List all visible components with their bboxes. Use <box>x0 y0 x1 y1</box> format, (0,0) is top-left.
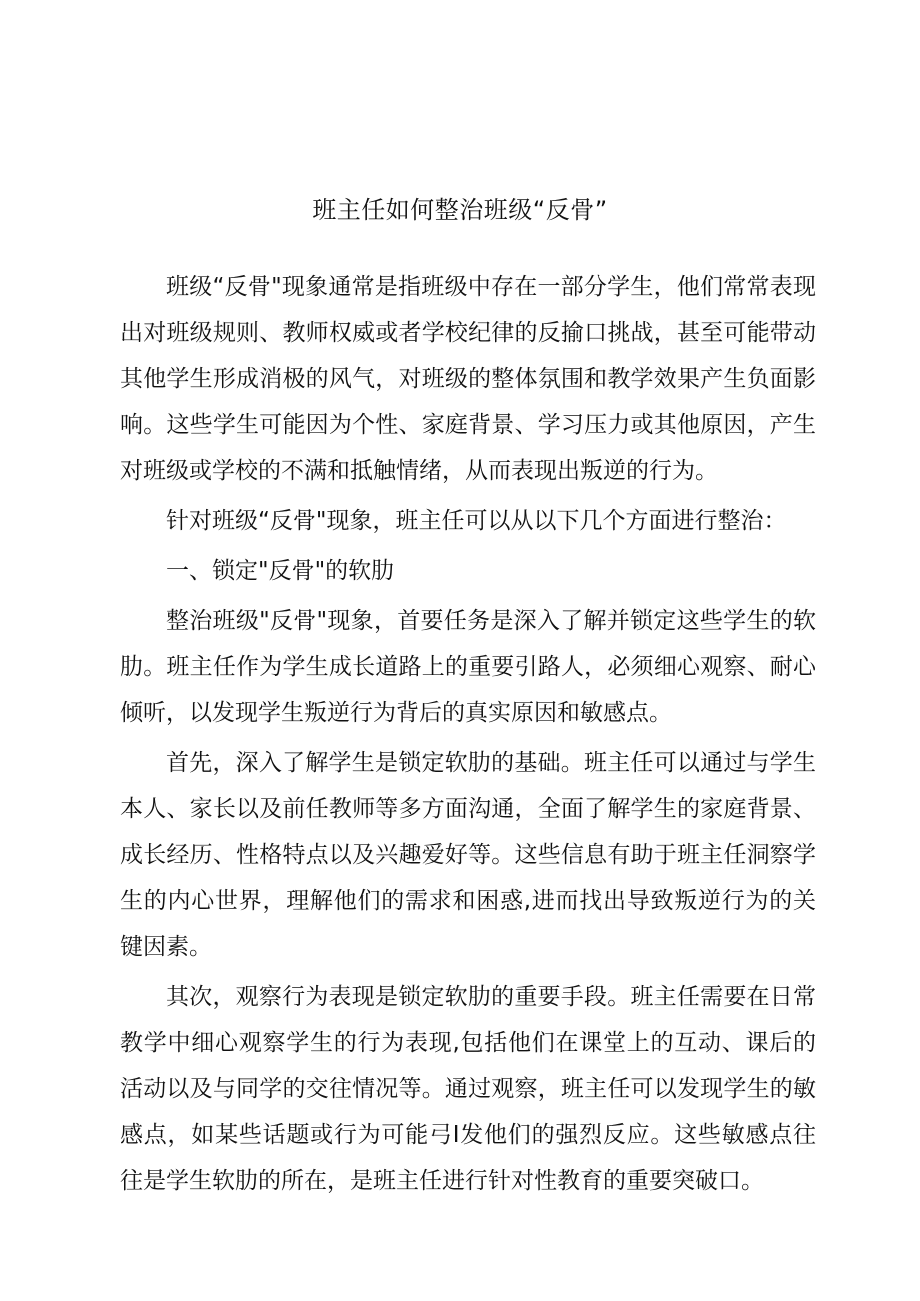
page-title: 班主任如何整治班级“反骨” <box>312 196 608 225</box>
paragraph-lead-in: 针对班级“反骨"现象，班主任可以从以下几个方面进行整治： <box>166 508 787 534</box>
paragraph-section-1-intro: 整治班级"反骨"现象，首要任务是深入了解并锁定这些学生的软肋。班主任作为学生成长道路上的重要引路人，必须细心观察、耐心倾听，以发现学生叛逆行为背后的真实原因和敏感点。 <box>120 608 816 726</box>
paragraph-first-point: 首先，深入了解学生是锁定软肋的基础。班主任可以通过与学生本人、家长以及前任教师等多方面沟通，全面了解学生的家庭背景、成长经历、性格特点以及兴趣爱好等。这些信息有助于班主任洞察学生的内心世界，理解他们的需求和困惑,进而找出导致叛逆行为的关键因素。 <box>120 750 816 960</box>
document-body <box>120 264 816 1204</box>
paragraph-second-point: 其次，观察行为表现是锁定软肋的重要手段。班主任需要在日常教学中细心观察学生的行为表现,包括他们在课堂上的互动、课后的活动以及与同学的交往情况等。通过观察，班主任可以发现学生的敏感点，如某些话题或行为可能弓I发他们的强烈反应。这些敏感点往往是学生软肋的所在，是班主任进行针对性教育的重要突破口。 <box>120 984 816 1194</box>
paragraph-intro: 班级“反骨"现象通常是指班级中存在一部分学生，他们常常表现出对班级规则、教师权威或者学校纪律的反揄口挑战，甚至可能带动其他学生形成消极的风气，对班级的整体氛围和教学效果产生负面影响。这些学生可能因为个性、家庭背景、学习压力或其他原因，产生对班级或学校的不满和抵触情绪，从而表现出叛逆的行为。 <box>120 274 816 484</box>
section-heading-1: 一、锁定"反骨"的软肋 <box>166 558 395 584</box>
